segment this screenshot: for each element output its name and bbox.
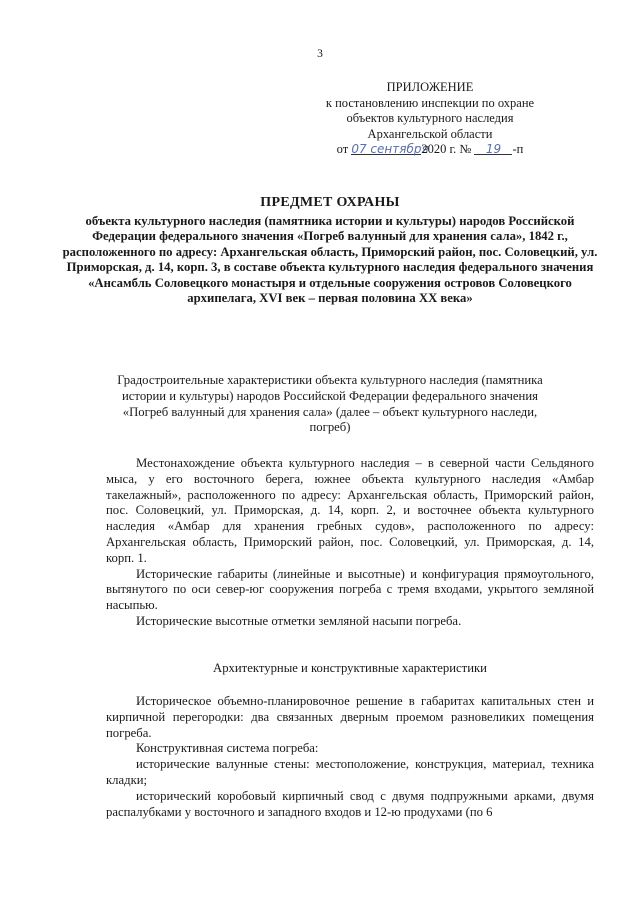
paragraph: Историческое объемно-планировочное решение в габаритах капитальных стен и кирпичной перегородки: два связанных дверным проемом разновеликих помещения погреба. — [106, 694, 594, 740]
appendix-line: к постановлению инспекции по охране — [325, 95, 535, 110]
handwritten-number: 19 — [485, 142, 502, 156]
order-year: 2020 г. № — [421, 142, 472, 156]
paragraph: Местонахождение объекта культурного наследия – в северной части Сельдяного мыса, у его восточного берега, южнее объекта культурного наследия «Амбар такелажный», расположенного по адресу: Архангельская область, Приморский район, пос. Соловецкий, ул. Приморская, д. 14, корп. 2, и восточнее объекта культурного наследия «Амбар для хранения гребных судов», расположенного по адресу: Архангельская область, Приморский район, пос. Соловецкий, ул. Приморская, д. 14, корп. 1. — [106, 456, 594, 565]
appendix-title: ПРИЛОЖЕНИЕ — [386, 80, 474, 94]
section-heading-architecture: Архитектурные и конструктивные характеристики — [213, 661, 487, 675]
paragraph: Исторические высотные отметки земляной насыпи погреба. — [136, 613, 462, 628]
appendix-line: объектов культурного наследия — [346, 111, 514, 125]
document-title: ПРЕДМЕТ ОХРАНЫ — [260, 195, 400, 210]
order-line — [300, 142, 560, 158]
order-number-field — [474, 142, 512, 155]
order-suffix: -п — [512, 142, 524, 156]
paragraph: Конструктивная система погреба: — [136, 741, 319, 756]
section-body-urban — [106, 456, 594, 630]
order-prefix: от — [336, 142, 349, 156]
document-heading — [60, 195, 600, 306]
appendix-line: Архангельской области — [367, 126, 493, 141]
document-subtitle: объекта культурного наследия (памятника истории и культуры) народов Российской Федерации федерального значения «Погреб валунный для хранения сала», 1842 г., расположенного по адресу: Архангельская область, Приморский район, пос. Соловецкий, ул. Приморская, д. 14, корп. 3, в составе объекта культурного наследия федерального значения «Ансамбль Соловецкого монастыря и отдельные сооружения островов Соловецкого архипелага, XVI век – первая половина XX века» — [62, 214, 598, 306]
order-date-field — [351, 142, 429, 156]
paragraph: исторический коробовый кирпичный свод с двумя подпружными арками, двумя распалубками у восточного и западного входов и 12-ю продухами (по 6 — [106, 788, 594, 819]
handwritten-date: 07 сентября — [351, 142, 429, 156]
page-number: 3 — [317, 48, 323, 60]
appendix-block — [300, 80, 560, 158]
paragraph: Исторические габариты (линейные и высотные) и конфигурация прямоугольного, вытянутого по оси север-юг сооружения погреба с тремя входами, укрытого земляной насыпью. — [106, 566, 594, 613]
section-body-architecture — [106, 694, 594, 820]
paragraph: исторические валунные стены: местоположение, конструкция, материал, техника кладки; — [106, 757, 594, 787]
section-heading-urban: Градостроительные характеристики объекта культурного наследия (памятника истории и культуры) народов Российской Федерации федерального значения «Погреб валунный для хранения сала» (далее – объект культурного наследи, погреб) — [117, 373, 543, 435]
